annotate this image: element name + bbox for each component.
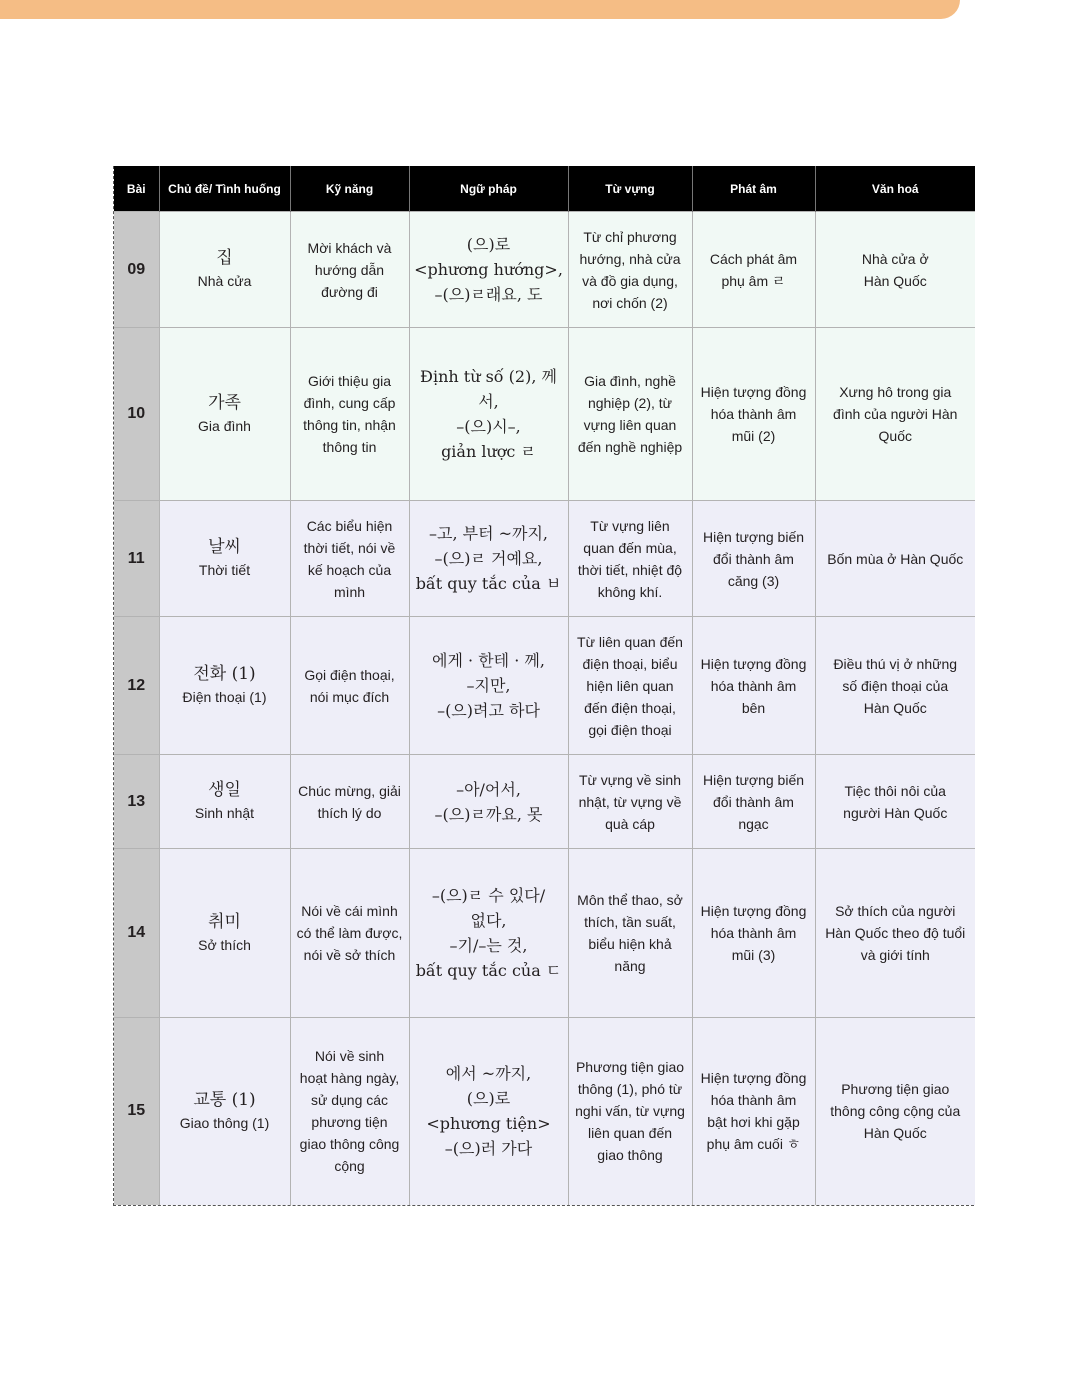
table-row <box>114 501 975 617</box>
topic-korean: 가족 <box>208 392 241 413</box>
curriculum-table-frame <box>113 166 974 1206</box>
skill-cell: Gọi điện thoại, nói mục đích <box>290 617 409 755</box>
top-decor-band <box>0 0 960 19</box>
table-row <box>114 617 975 755</box>
lesson-number: 10 <box>114 328 159 501</box>
skill-cell: Các biểu hiện thời tiết, nói về kế hoạch của mình <box>290 501 409 617</box>
vocabulary-cell: Từ vựng về sinh nhật, từ vựng về quà cáp <box>568 755 692 849</box>
topic-korean: 생일 <box>208 780 241 800</box>
topic-korean: 날씨 <box>208 537 241 557</box>
curriculum-table <box>114 166 975 1205</box>
culture-cell: Nhà cửa ở Hàn Quốc <box>815 212 975 328</box>
culture-cell: Sở thích của người Hàn Quốc theo độ tuổi và giới tính <box>815 849 975 1018</box>
topic-cell <box>159 1018 290 1205</box>
culture-cell: Phương tiện giao thông công cộng của Hàn Quốc <box>815 1018 975 1205</box>
vocabulary-cell: Từ liên quan đến điện thoại, biểu hiện liên quan đến điện thoại, gọi điện thoại <box>568 617 692 755</box>
pronunciation-cell: Cách phát âm phụ âm ㄹ <box>692 212 815 328</box>
topic-vietnamese: Sở thích <box>198 936 251 953</box>
topic-vietnamese: Giao thông (1) <box>179 1114 270 1131</box>
topic-cell <box>159 617 290 755</box>
topic-cell <box>159 328 290 501</box>
topic-vietnamese: Sinh nhật <box>194 805 255 821</box>
pronunciation-cell: Hiện tượng đồng hóa thành âm bật hơi khi gặp phụ âm cuối ㅎ <box>692 1018 815 1205</box>
skill-cell: Nói về cái mình có thể làm được, nói về sở thích <box>290 849 409 1018</box>
topic-vietnamese: Gia đình <box>198 417 251 434</box>
culture-cell: Tiệc thôi nôi của người Hàn Quốc <box>815 755 975 849</box>
lesson-number: 11 <box>114 501 159 617</box>
header-lesson: Bài <box>114 166 159 212</box>
table-row <box>114 849 975 1018</box>
table-row <box>114 212 975 328</box>
vocabulary-cell: Môn thể thao, sở thích, tần suất, biểu hiện khả năng <box>568 849 692 1018</box>
culture-cell: Điều thú vị ở những số điện thoại của Hàn Quốc <box>815 617 975 755</box>
pronunciation-cell: Hiện tượng đồng hóa thành âm mũi (3) <box>692 849 815 1018</box>
topic-cell <box>159 849 290 1018</box>
culture-cell: Xưng hô trong gia đình của người Hàn Quốc <box>815 328 975 501</box>
vocabulary-cell: Phương tiện giao thông (1), phó từ nghi vấn, từ vựng liên quan đến giao thông <box>568 1018 692 1205</box>
topic-korean: 교통 (1) <box>193 1089 256 1110</box>
header-topic: Chủ đề/ Tình huống <box>159 166 290 212</box>
grammar-cell: –고, 부터 ~까지, –(으)ㄹ 거예요, bất quy tắc của ㅂ <box>409 501 568 617</box>
vocabulary-cell: Từ vựng liên quan đến mùa, thời tiết, nhiệt độ không khí. <box>568 501 692 617</box>
topic-korean: 전화 (1) <box>193 664 256 684</box>
lesson-number: 12 <box>114 617 159 755</box>
table-row <box>114 1018 975 1205</box>
topic-vietnamese: Thời tiết <box>198 562 251 578</box>
vocabulary-cell: Gia đình, nghề nghiệp (2), từ vựng liên quan đến nghề nghiệp <box>568 328 692 501</box>
table-header-row <box>114 166 975 212</box>
header-skill: Kỹ năng <box>290 166 409 212</box>
vocabulary-cell: Từ chỉ phương hướng, nhà cửa và đồ gia dụng, nơi chốn (2) <box>568 212 692 328</box>
grammar-cell: 에게 · 한테 · 께, –지만, –(으)려고 하다 <box>409 617 568 755</box>
header-grammar: Ngữ pháp <box>409 166 568 212</box>
pronunciation-cell: Hiện tượng biến đổi thành âm căng (3) <box>692 501 815 617</box>
grammar-cell: –(으)ㄹ 수 있다/ 없다, –기/–는 것, bất quy tắc của ㄷ <box>409 849 568 1018</box>
topic-cell <box>159 501 290 617</box>
topic-korean: 집 <box>216 248 233 268</box>
skill-cell: Chúc mừng, giải thích lý do <box>290 755 409 849</box>
pronunciation-cell: Hiện tượng đồng hóa thành âm bên <box>692 617 815 755</box>
topic-vietnamese: Nhà cửa <box>197 273 252 289</box>
grammar-cell: Định từ số (2), 께서, –(으)시–, giản lược ㄹ <box>409 328 568 501</box>
header-pronunciation: Phát âm <box>692 166 815 212</box>
lesson-number: 09 <box>114 212 159 328</box>
grammar-cell: –아/어서, –(으)ㄹ까요, 못 <box>409 755 568 849</box>
header-culture: Văn hoá <box>815 166 975 212</box>
skill-cell: Mời khách và hướng dẫn đường đi <box>290 212 409 328</box>
topic-korean: 취미 <box>208 911 241 932</box>
table-row <box>114 755 975 849</box>
grammar-cell: (으)로 <phương hướng>, –(으)ㄹ래요, 도 <box>409 212 568 328</box>
pronunciation-cell: Hiện tượng đồng hóa thành âm mũi (2) <box>692 328 815 501</box>
topic-cell <box>159 212 290 328</box>
lesson-number: 14 <box>114 849 159 1018</box>
lesson-number: 13 <box>114 755 159 849</box>
topic-vietnamese: Điện thoại (1) <box>182 689 267 705</box>
culture-cell: Bốn mùa ở Hàn Quốc <box>815 501 975 617</box>
skill-cell: Nói về sinh hoạt hàng ngày, sử dụng các phương tiện giao thông công cộng <box>290 1018 409 1205</box>
table-row <box>114 328 975 501</box>
pronunciation-cell: Hiện tượng biến đổi thành âm ngạc <box>692 755 815 849</box>
header-vocabulary: Từ vựng <box>568 166 692 212</box>
topic-cell <box>159 755 290 849</box>
skill-cell: Giới thiệu gia đình, cung cấp thông tin, nhận thông tin <box>290 328 409 501</box>
grammar-cell: 에서 ~까지, (으)로 <phương tiện> –(으)러 가다 <box>409 1018 568 1205</box>
lesson-number: 15 <box>114 1018 159 1205</box>
